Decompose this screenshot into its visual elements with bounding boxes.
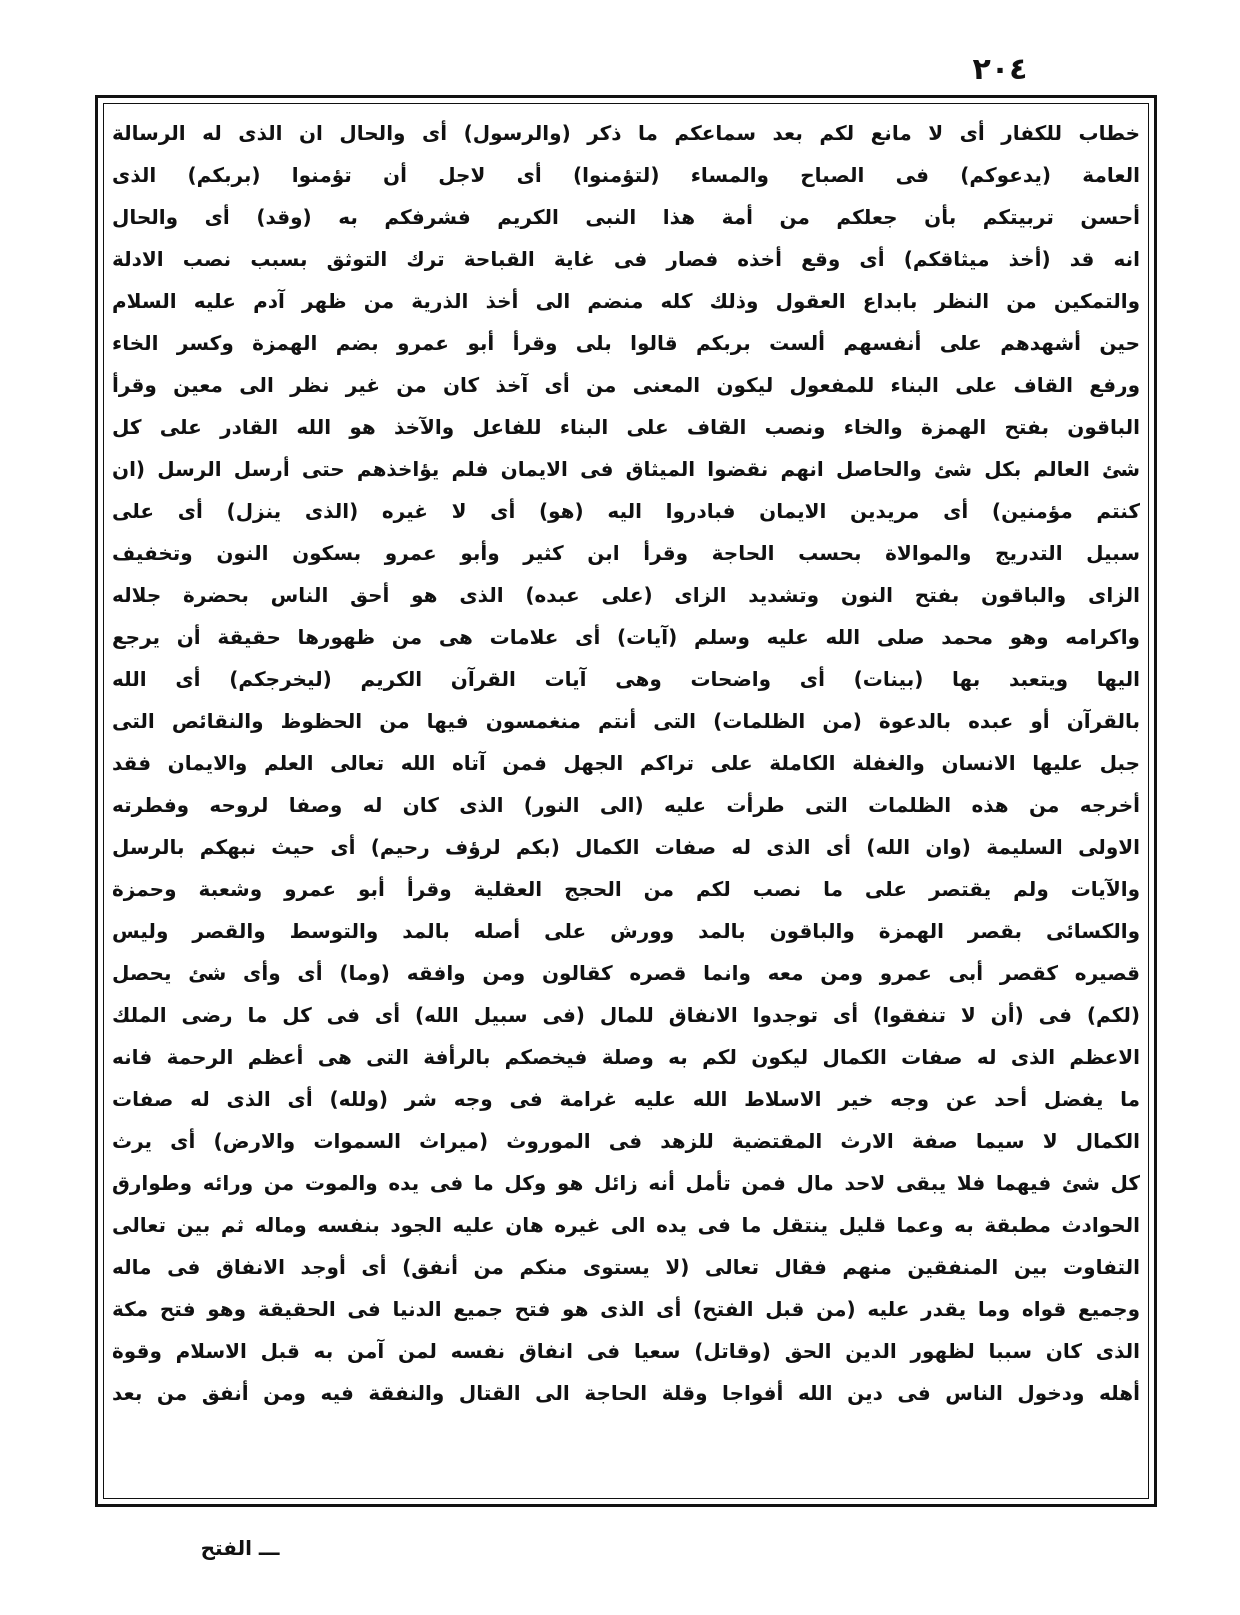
- text-line: حين أشهدهم على أنفسهم ألست بربكم قالوا بلى وقرأ أبو عمرو بضم الهمزة وكسر الخاء: [112, 331, 1140, 355]
- text-block: [112, 112, 1140, 1496]
- text-line: الاولى السليمة (وان الله) أى الذى له صفات الكمال (بكم لرؤف رحيم) أى حيث نبهكم بالرسل: [112, 835, 1140, 859]
- text-line: الذى كان سببا لظهور الدين الحق (وقاتل) سعيا فى انفاق نفسه لمن آمن به قبل الاسلام وقوة: [112, 1339, 1140, 1363]
- catchword: ـــ الفتح: [200, 1536, 280, 1560]
- text-line: جبل عليها الانسان والغفلة الكاملة على تراكم الجهل فمن آتاه الله تعالى العلم والايمان فقد: [112, 751, 1140, 775]
- text-line: العامة (يدعوكم) فى الصباح والمساء (لتؤمنوا) أى لاجل أن تؤمنوا (بربكم) الذى: [112, 163, 1140, 187]
- text-line: خطاب للكفار أى لا مانع لكم بعد سماعكم ما ذكر (والرسول) أى والحال ان الذى له الرسالة: [112, 121, 1140, 145]
- text-line: التفاوت بين المنفقين منهم فقال تعالى (لا يستوى منكم من أنفق) أى أوجد الانفاق فى ماله: [112, 1255, 1140, 1279]
- text-line: الاعظم الذى له صفات الكمال ليكون لكم به وصلة فيخصكم بالرأفة التى هى أعظم الرحمة فانه: [112, 1045, 1140, 1069]
- text-line: والكسائى بقصر الهمزة والباقون بالمد وورش على أصله بالمد والتوسط والقصر وليس: [112, 919, 1140, 943]
- text-line: الزاى والباقون بفتح النون وتشديد الزاى (على عبده) الذى هو أحق الناس بحضرة جلاله: [112, 583, 1140, 607]
- text-line: والتمكين من النظر بابداع العقول وذلك كله منضم الى أخذ الذرية من ظهر آدم عليه السلام: [112, 289, 1140, 313]
- text-line: كل شئ فيهما فلا يبقى لاحد مال فمن تأمل أنه زائل هو وكل ما فى يده والموت من ورائه وطوارق: [112, 1171, 1140, 1195]
- text-line: أخرجه من هذه الظلمات التى طرأت عليه (الى النور) الذى كان له وصفا لروحه وفطرته: [112, 793, 1140, 817]
- text-line: اليها ويتعبد بها (بينات) أى واضحات وهى آيات القرآن الكريم (ليخرجكم) أى الله: [112, 667, 1140, 691]
- text-line: أهله ودخول الناس فى دين الله أفواجا وقلة الحاجة الى القتال والنفقة فيه ومن أنفق من بعد: [112, 1381, 1140, 1405]
- text-line: ورفع القاف على البناء للمفعول ليكون المعنى من أى آخذ كان من غير نظر الى معين وقرأ: [112, 373, 1140, 397]
- text-line: (لكم) فى (أن لا تنفقوا) أى توجدوا الانفاق للمال (فى سبيل الله) أى فى كل ما رضى الملك: [112, 1003, 1140, 1027]
- text-line: بالقرآن أو عبده بالدعوة (من الظلمات) التى أنتم منغمسون فيها من الحظوظ والنقائص التى: [112, 709, 1140, 733]
- text-line: واكرامه وهو محمد صلى الله عليه وسلم (آيات) أى علامات هى من ظهورها حقيقة أن يرجع: [112, 625, 1140, 649]
- text-line: الكمال لا سيما صفة الارث المقتضية للزهد فى الموروث (ميراث السموات والارض) أى يرث: [112, 1129, 1140, 1153]
- text-line: الباقون بفتح الهمزة والخاء ونصب القاف على البناء للفاعل والآخذ هو الله القادر على كل: [112, 415, 1140, 439]
- text-line: انه قد (أخذ ميثاقكم) أى وقع أخذه فصار فى غاية القباحة ترك التوثق بسبب نصب الادلة: [112, 247, 1140, 271]
- text-line: وجميع قواه وما يقدر عليه (من قبل الفتح) أى الذى هو فتح جميع الدنيا فى الحقيقة وهو فتح مكة: [112, 1297, 1140, 1321]
- text-line: قصيره كقصر أبى عمرو ومن معه وانما قصره كقالون ومن وافقه (وما) أى وأى شئ يحصل: [112, 961, 1140, 985]
- text-line: شئ العالم بكل شئ والحاصل انهم نقضوا الميثاق فى الايمان فلم يؤاخذهم حتى أرسل الرسل (ان: [112, 457, 1140, 481]
- text-line: سبيل التدريج والموالاة بحسب الحاجة وقرأ ابن كثير وأبو عمرو بسكون النون وتخفيف: [112, 541, 1140, 565]
- text-line: والآيات ولم يقتصر على ما نصب لكم من الحجج العقلية وقرأ أبو عمرو وشعبة وحمزة: [112, 877, 1140, 901]
- text-line: ما يفضل أحد عن وجه خير الاسلاط الله عليه غرامة فى وجه شر (ولله) أى الذى له صفات: [112, 1087, 1140, 1111]
- page-number: ٢٠٤: [972, 52, 1028, 87]
- text-line: أحسن تربيتكم بأن جعلكم من أمة هذا النبى الكريم فشرفكم به (وقد) أى والحال: [112, 205, 1140, 229]
- text-line: الحوادث مطبقة به وعما قليل ينتقل ما فى يده الى غيره هان عليه الجود بنفسه وماله ثم بين تعالى: [112, 1213, 1140, 1237]
- text-line: كنتم مؤمنين) أى مريدين الايمان فبادروا اليه (هو) أى لا غيره (الذى ينزل) أى على: [112, 499, 1140, 523]
